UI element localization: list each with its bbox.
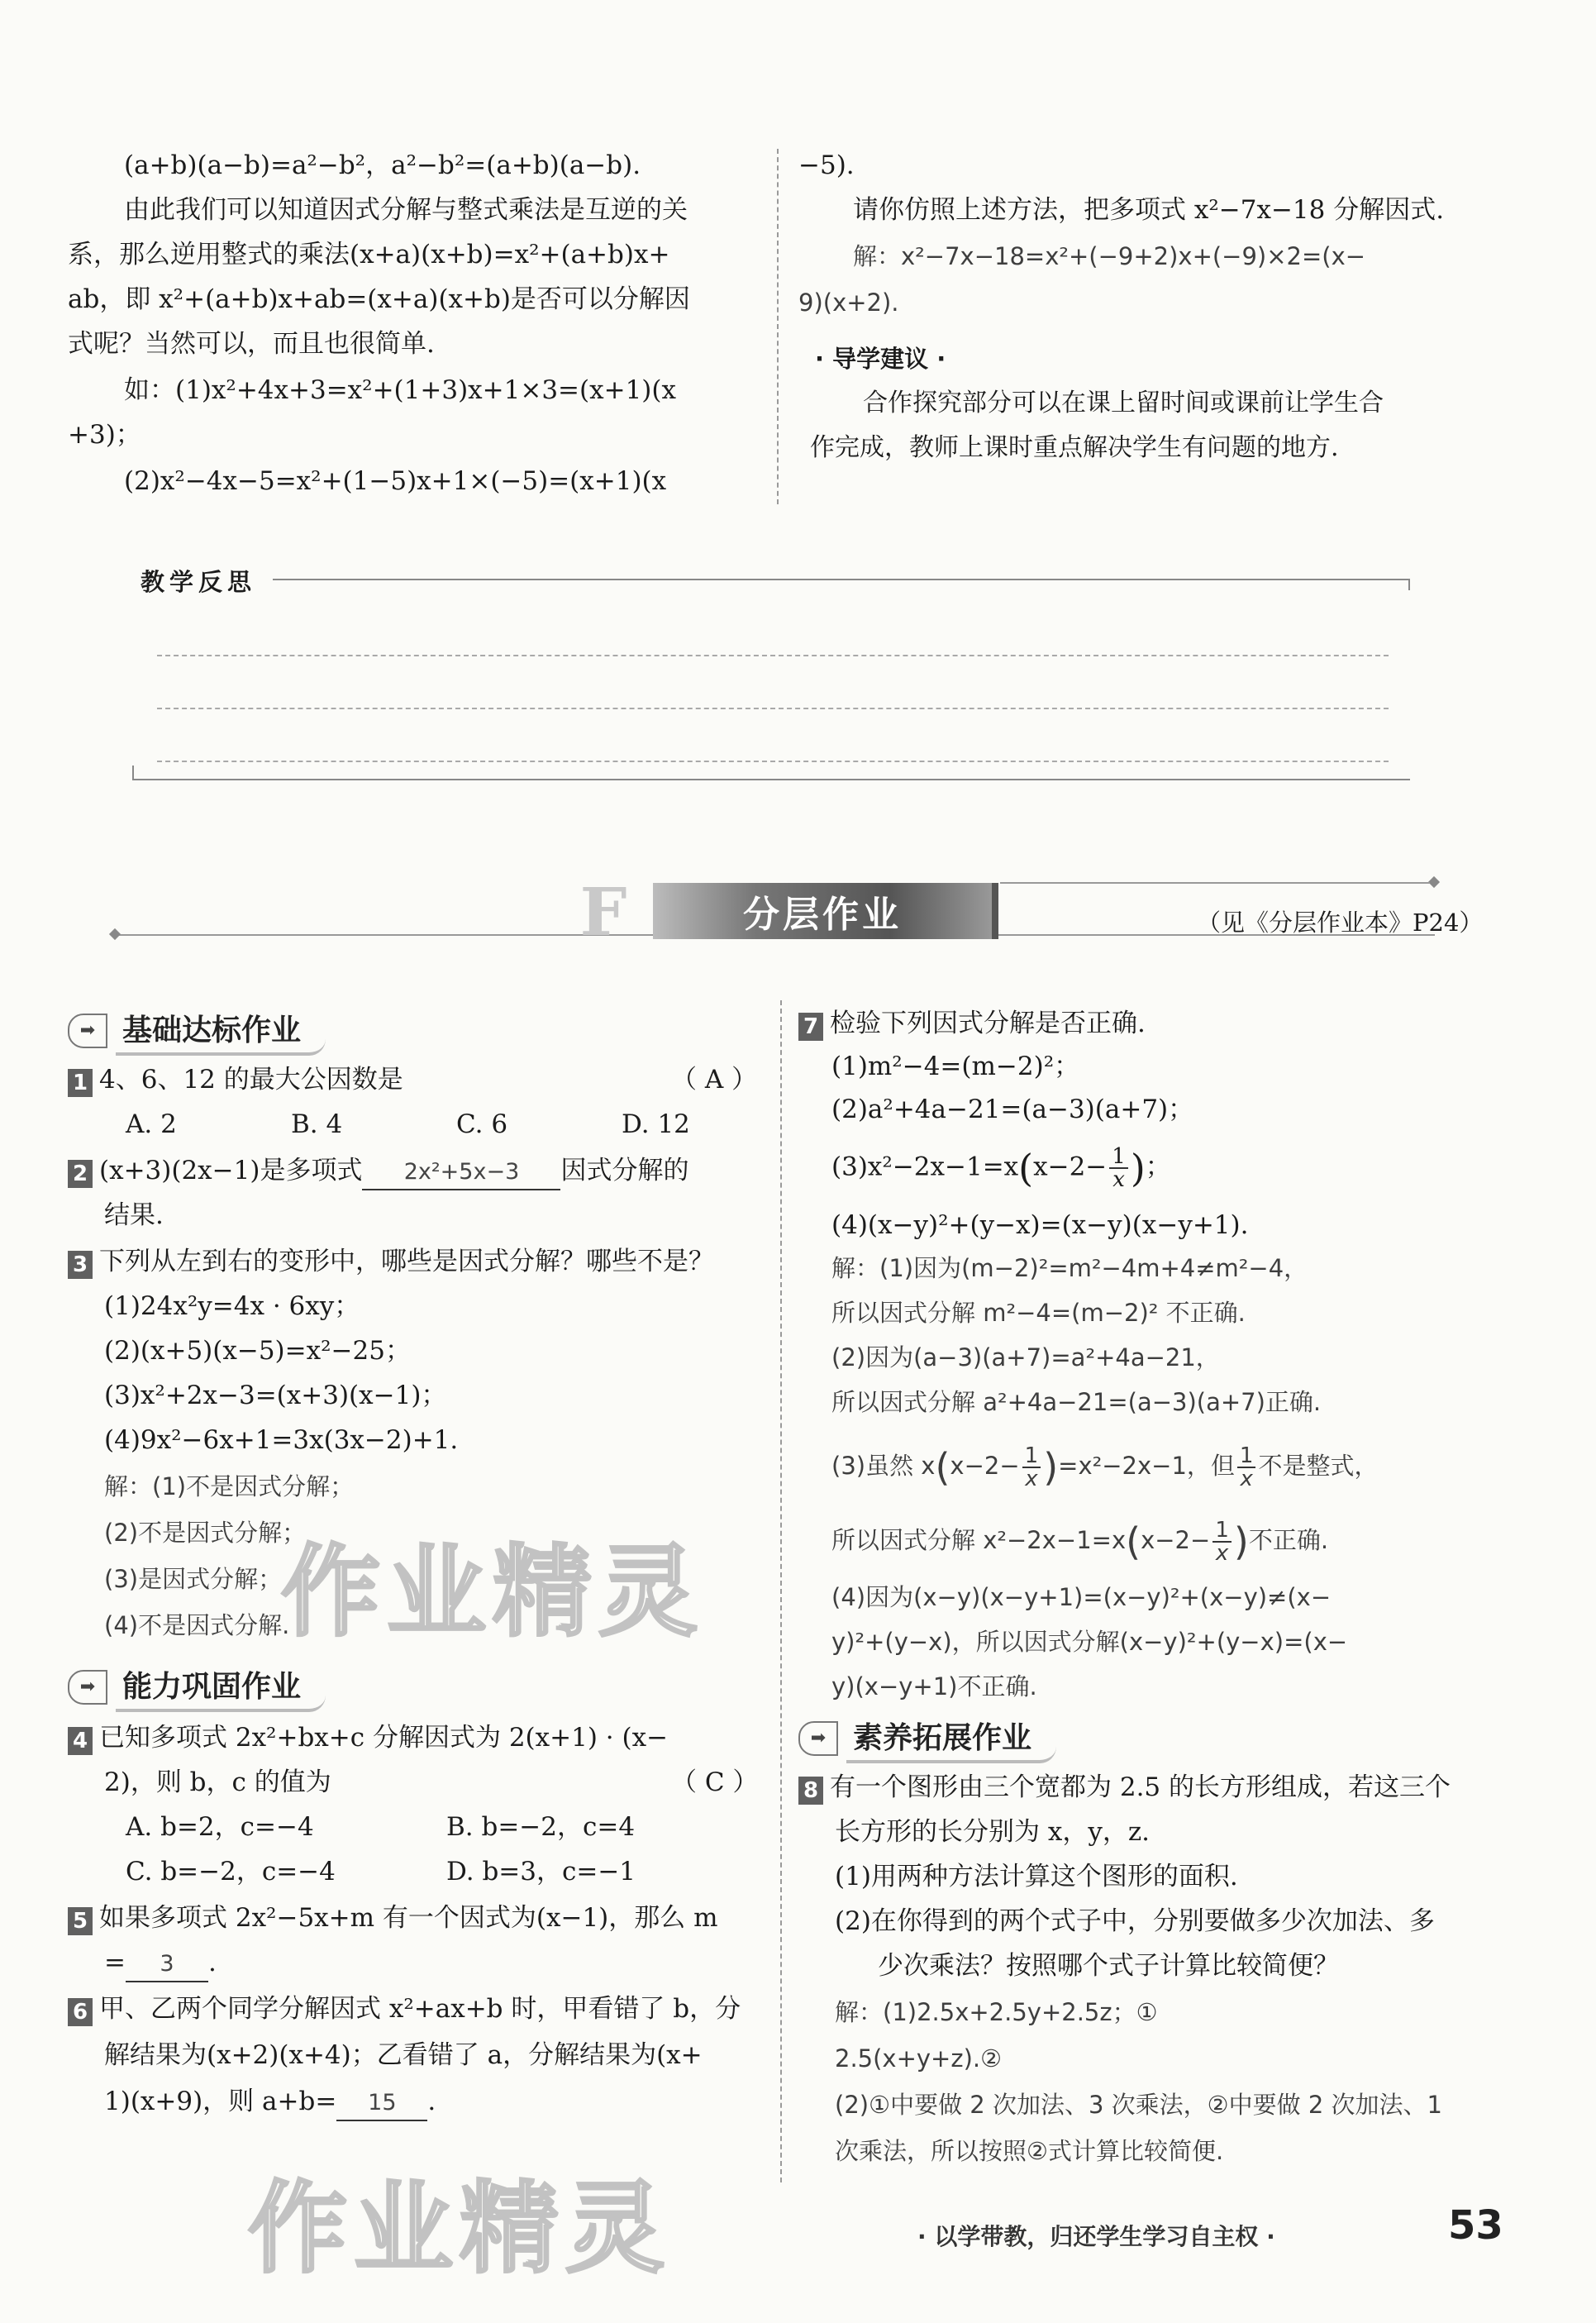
q7-solution: 所以因式分解 a²+4a−21=(a−3)(a+7)正确. — [831, 1388, 1322, 1416]
section-basic-title: 基础达标作业 — [116, 1005, 326, 1056]
option: A. b=2，c=−4 — [126, 1812, 314, 1842]
guide-title: · 导学建议 · — [815, 345, 946, 373]
q8-solution: (2)①中要做 2 次加法、3 次乘法，②中要做 2 次加法、1 — [835, 2091, 1442, 2119]
question-2: 2 (x+3)(2x−1)是多项式 2x²+5x−3 因式分解的 — [68, 1154, 688, 1190]
question-number: 2 — [68, 1160, 93, 1188]
q3-item: (1)24x²y=4x · 6xy； — [104, 1291, 360, 1321]
banner-title: 分层作业 — [743, 894, 902, 936]
option: D. 12 — [622, 1109, 690, 1139]
reflection-box — [132, 559, 1410, 790]
write-line[interactable] — [157, 708, 1389, 709]
q3-solution: (2)不是因式分解； — [104, 1519, 307, 1547]
intro-line: 由此我们可以知道因式分解与整式乘法是互逆的关 — [124, 195, 688, 225]
q3-item: (2)(x+5)(x−5)=x²−25； — [104, 1336, 411, 1366]
q8-solution: 2.5(x+y+z).② — [835, 2044, 1003, 2073]
exercise-solution: 解：x²−7x−18=x²+(−9+2)x+(−9)×2=(x− — [853, 242, 1366, 270]
arrow-icon: ➡ — [798, 1721, 838, 1756]
write-line[interactable] — [157, 761, 1389, 762]
question-text: = 3 . — [104, 1946, 217, 1982]
guide-text: 合作探究部分可以在课上留时间或课前让学生合 — [863, 389, 1384, 417]
exercise-prompt: 请你仿照上述方法，把多项式 x²−7x−18 分解因式. — [853, 195, 1445, 225]
section-basic — [68, 1005, 326, 1056]
question-3: 3 下列从左到右的变形中，哪些是因式分解？哪些不是？ — [68, 1245, 714, 1279]
q3-item: (3)x²+2x−3=(x+3)(x−1)； — [104, 1381, 447, 1410]
q3-solution: 解：(1)不是因式分解； — [104, 1472, 355, 1500]
banner-logo: F — [579, 873, 627, 951]
arrow-icon: ➡ — [68, 1014, 107, 1048]
q8-solution: 解：(1)2.5x+2.5y+2.5z；① — [835, 1998, 1158, 2026]
answer-choice: （ A ） — [671, 1065, 758, 1095]
fraction: $\frac{1}{x}$ — [1109, 1146, 1128, 1190]
q7-solution: (4)因为(x−y)(x−y+1)=(x−y)²+(x−y)≠(x− — [831, 1583, 1332, 1611]
fraction: $\frac{1}{x}$ — [1237, 1445, 1256, 1490]
answer-blank: 3 — [126, 1946, 208, 1982]
q7-solution: y)(x−y+1)不正确. — [831, 1672, 1037, 1701]
guide-text: 作完成，教师上课时重点解决学生有问题的地方. — [810, 433, 1339, 462]
question-text: 少次乘法？按照哪个式子计算比较简便？ — [878, 1951, 1339, 1981]
answer-choice: （ C ） — [671, 1767, 759, 1797]
fraction: $\frac{1}{x}$ — [1022, 1445, 1041, 1490]
section-extend — [798, 1713, 1056, 1763]
intro-line: ab，即 x²+(a+b)x+ab=(x+a)(x+b)是否可以分解因 — [68, 284, 690, 314]
question-number: 1 — [68, 1069, 93, 1097]
question-5: 5 如果多项式 2x²−5x+m 有一个因式为(x−1)，那么 m — [68, 1901, 718, 1935]
question-text: 结果. — [104, 1200, 164, 1230]
question-6: 6 甲、乙两个同学分解因式 x²+ax+b 时，甲看错了 b，分 — [68, 1992, 741, 2026]
reflection-title: 教学反思 — [141, 568, 257, 596]
section-extend-title: 素养拓展作业 — [846, 1713, 1056, 1763]
question-7: 7 检验下列因式分解是否正确. — [798, 1007, 1146, 1041]
q7-solution: 解：(1)因为(m−2)²=m²−4m+4≠m²−4， — [831, 1254, 1308, 1282]
q7-item: (1)m²−4=(m−2)²； — [831, 1052, 1080, 1081]
page-number: 53 — [1448, 2202, 1503, 2249]
option: C. 6 — [456, 1109, 508, 1139]
question-text: (1)用两种方法计算这个图形的面积. — [835, 1862, 1238, 1891]
q3-solution: (4)不是因式分解. — [104, 1611, 290, 1639]
question-number: 5 — [68, 1907, 93, 1935]
banner-reference: （见《分层作业本》P24） — [1197, 909, 1484, 937]
question-number: 4 — [68, 1727, 93, 1755]
option: C. b=−2，c=−4 — [126, 1857, 336, 1887]
question-1 — [68, 1063, 403, 1097]
intro-line: 式呢？当然可以，而且也很简单. — [68, 329, 435, 359]
option: D. b=3，c=−1 — [446, 1857, 636, 1887]
q7-item: (3)x²−2x−1=x(x−2− $\frac{1}{x}$ )； — [831, 1144, 1171, 1192]
q8-solution: 次乘法，所以按照②式计算比较简便. — [835, 2137, 1224, 2165]
question-number: 6 — [68, 1998, 93, 2026]
section-ability-title: 能力巩固作业 — [116, 1662, 326, 1712]
intro-line: 系，那么逆用整式的乘法(x+a)(x+b)=x²+(a+b)x+ — [68, 240, 670, 270]
q7-item: (2)a²+4a−21=(a−3)(a+7)； — [831, 1095, 1194, 1124]
answer-blank: 15 — [336, 2085, 427, 2121]
q3-solution: (3)是因式分解； — [104, 1565, 283, 1593]
option: A. 2 — [126, 1109, 177, 1139]
section-ability — [68, 1662, 326, 1712]
write-line[interactable] — [157, 655, 1389, 656]
q3-item: (4)9x²−6x+1=3x(3x−2)+1. — [104, 1425, 459, 1455]
question-text: 2)，则 b，c 的值为 — [104, 1767, 331, 1797]
arrow-icon: ➡ — [68, 1670, 107, 1705]
question-text: (2)在你得到的两个式子中，分别要做多少次加法、多 — [835, 1906, 1435, 1936]
question-text: 长方形的长分别为 x，y，z. — [835, 1817, 1151, 1847]
fraction: $\frac{1}{x}$ — [1212, 1519, 1232, 1564]
question-text: 1)(x+9)，则 a+b= 15 . — [104, 2085, 436, 2121]
question-number: 7 — [798, 1013, 823, 1041]
q7-solution: y)²+(y−x)，所以因式分解(x−y)²+(y−x)=(x− — [831, 1628, 1348, 1656]
watermark: 作业精灵 — [248, 2172, 671, 2287]
question-number: 8 — [798, 1777, 823, 1805]
question-text: 4、6、12 的最大公因数是 — [99, 1065, 403, 1095]
exercise-solution: 9)(x+2). — [798, 289, 899, 317]
intro-line: 如：(1)x²+4x+3=x²+(1+3)x+1×3=(x+1)(x — [124, 375, 676, 405]
option: B. 4 — [291, 1109, 343, 1139]
q7-solution: (3)虽然 x(x−2− $\frac{1}{x}$ )=x²−2x−1，但 $\frac{1}{x}$ 不是整式， — [831, 1443, 1379, 1491]
intro-line: (a+b)(a−b)=a²−b²，a²−b²=(a+b)(a−b). — [124, 150, 641, 180]
answer-blank: 2x²+5x−3 — [362, 1154, 560, 1190]
option: B. b=−2，c=4 — [446, 1812, 636, 1842]
question-text: 解结果为(x+2)(x+4)；乙看错了 a，分解结果为(x+ — [104, 2040, 703, 2070]
question-4: 4 已知多项式 2x²+bx+c 分解因式为 2(x+1) · (x− — [68, 1721, 668, 1755]
intro-line: +3)； — [68, 420, 141, 450]
question-8: 8 有一个图形由三个宽都为 2.5 的长方形组成，若这三个 — [798, 1771, 1451, 1805]
watermark: 作业精灵 — [281, 1535, 704, 1650]
q7-solution: (2)因为(a−3)(a+7)=a²+4a−21， — [831, 1343, 1220, 1371]
intro-line: (2)x²−4x−5=x²+(1−5)x+1×(−5)=(x+1)(x — [124, 466, 667, 496]
q7-solution: 所以因式分解 m²−4=(m−2)² 不正确. — [831, 1299, 1246, 1327]
intro-line: −5). — [798, 150, 855, 180]
q7-item: (4)(x−y)²+(y−x)=(x−y)(x−y+1). — [831, 1210, 1249, 1240]
q7-solution: 所以因式分解 x²−2x−1=x(x−2− $\frac{1}{x}$ )不正确. — [831, 1518, 1329, 1566]
footer-motto: · 以学带教，归还学生学习自主权 · — [917, 2223, 1275, 2250]
banner — [653, 883, 992, 939]
question-number: 3 — [68, 1251, 93, 1279]
